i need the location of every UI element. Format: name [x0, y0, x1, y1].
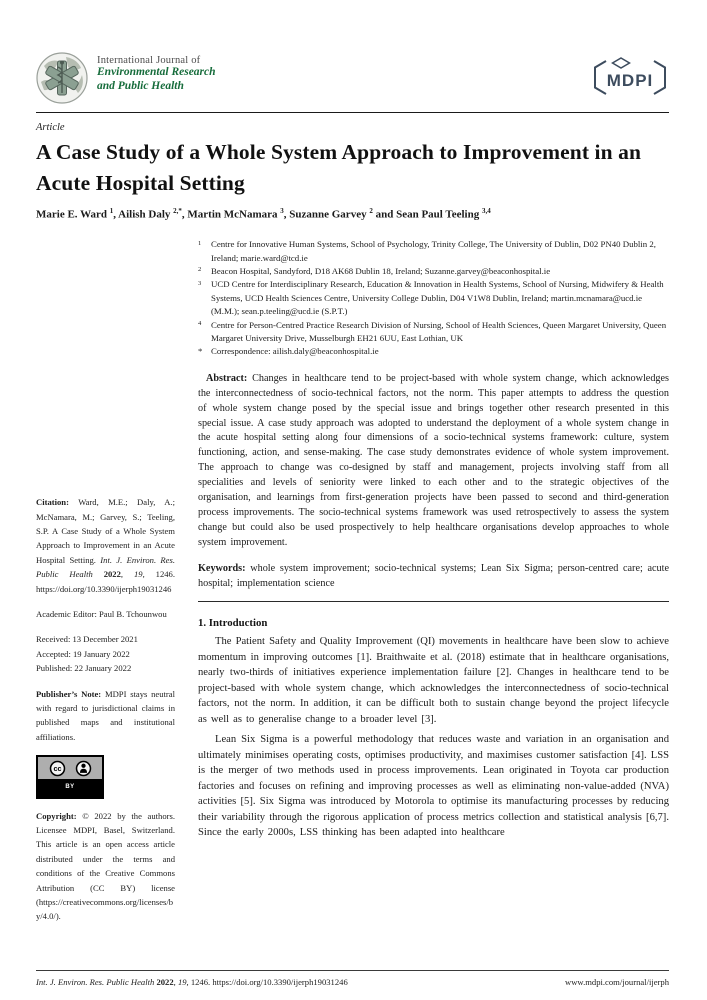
affiliations-list [198, 238, 669, 359]
affiliation-item-correspondence: * Correspondence: ailish.daly@beaconhospital.ie [198, 346, 379, 357]
intro-paragraph-2: Lean Six Sigma is a powerful methodology that reduces waste and variation in an organisation and ultimately minimises operating costs, optimises productivity, and maximises customer satisfaction [4]. LSS is the merger of two methods used in process improvements. Lean originated in Toyota car production factories and focuses on refining and improving processes as well as eliminating non-value-added (NVA) activities [5]. Six Sigma was introduced by Motorola to optimise its manufacturing processes by reducing their variability through the rigorous application of process metrics collection and statistical analysis [6,7]. Since the early 2000s, LSS thinking has been adapted into healthcare [198, 734, 669, 839]
article-body-column [198, 238, 669, 935]
page-title: A Case Study of a Whole System Approach to Improvement in an Acute Hospital Setting [36, 140, 642, 195]
cc-by-label: BY [38, 779, 102, 796]
abstract-paragraph: Abstract: Changes in healthcare tend to be project-based with whole system change, which acknowledges the interconnectedness of socio-technical factors, not the norm. This paper attempts to address the question of whole system change posed by the special issue and brings together other research presented in this special issue. A case study approach was adopted to understand the deployment of a whole system change in the acute hospital setting along four dimensions of a socio-technical systems framework: culture, system functioning, action, and sense-making. The case study demonstrates evidence of whole system improvement. The approach to change was co-designed by staff and management, projects involving staff from all specialities and levels of seniority were linked to each other and to the strategic objectives of the organisation, and learnings from first-generation projects have been passed to second and third-generation process improvements. The socio-technical systems framework was used retrospectively to assess the system change but could also be used prospectively to help healthcare organisations develop approaches to whole system improvement. [198, 372, 669, 548]
journal-globe-medical-icon [36, 52, 88, 104]
svg-text:cc: cc [52, 764, 62, 774]
publishers-note: Publisher’s Note: MDPI stays neutral with regard to jurisdictional claims in published maps and institutional affiliations. [36, 688, 175, 742]
affiliation-item: 1 Centre for Innovative Human Systems, School of Psychology, Trinity College, The University of Dublin, D02 PN40 Dublin 2, Ireland; marie.ward@tcd.ie [198, 239, 656, 263]
journal-name-line2: and Public Health [97, 79, 184, 92]
mdpi-right-bracket [654, 61, 665, 94]
mdpi-wordmark: MDPI [606, 71, 654, 90]
affiliation-item: 4 Centre for Person-Centred Practice Research Division of Nursing, School of Health Sciences, Queen Margaret University, Queen Margaret University Drive, Musselburgh EH21 6UU, East Lothian, UK [198, 319, 667, 343]
journal-kicker: International Journal of [97, 55, 201, 66]
mdpi-left-bracket [595, 61, 606, 94]
keywords-paragraph: Keywords: whole system improvement; socio-technical systems; Lean Six Sigma; person-centred care; acute hospital; implementation science [198, 562, 669, 589]
header-divider [36, 112, 669, 113]
section-heading-introduction: 1. Introduction [198, 617, 268, 630]
cc-by-license-badge[interactable] [36, 755, 104, 798]
article-type-label: Article [36, 122, 65, 133]
intro-paragraph-1: The Patient Safety and Quality Improvement (QI) movements in healthcare have been slow to achieve momentum in improving outcomes [1]. Braithwaite et al. (2018) estimate that in healthcare organisations, nearly two-thirds of initiatives experience implementation failure [2]. Changes in healthcare tend to be project-based with whole system change, which acknowledges the interconnectedness of socio-technical factors, not the norm. In addition, it can be difficult both to sustain change beyond the project lifecycle as well as to generalise change to a broader level [3]. [198, 636, 669, 725]
accepted-date: Accepted: 19 January 2022 [36, 648, 130, 659]
affiliation-item: 2 Beacon Hospital, Sandyford, D18 AK68 Dublin 18, Ireland; Suzanne.garvey@beaconhospital.ie [198, 265, 551, 276]
mdpi-logo [591, 56, 669, 105]
citation-block: Citation: Ward, M.E.; Daly, A.; McNamara, M.; Garvey, S.; Teeling, S.P. A Case Study of a Whole System Approach to Improvement in an Acute Hospital Setting. Int. J. Environ. Res. Public Health 2022, 19, 1246. https://doi.org/10.3390/ijerph19031246 [36, 497, 175, 594]
affiliation-item: 3 UCD Centre for Interdisciplinary Research, Education & Innovation in Health Systems, School of Nursing, Midwifery & Health Systems, UCD Health Sciences Centre, University College Dublin, D04 V1W8 Dublin, Ireland; martin.mcnamara@ucd.ie (M.M.); sean.p.teeling@ucd.ie (S.P.T.) [198, 279, 664, 317]
mdpi-diamond [613, 58, 630, 68]
journal-header [36, 52, 669, 105]
page-footer [36, 970, 669, 987]
received-date: Received: 13 December 2021 [36, 634, 138, 645]
published-date: Published: 22 January 2022 [36, 663, 132, 674]
academic-editor: Academic Editor: Paul B. Tchounwou [36, 608, 167, 619]
copyright-notice: Copyright: © 2022 by the authors. Licensee MDPI, Basel, Switzerland. This article is an open access article distributed under the terms and conditions of the Creative Commons Attribution (CC BY) license (https://creativecommons.org/licenses/by/4.0/). [36, 810, 175, 922]
footer-citation: Int. J. Environ. Res. Public Health 2022, 19, 1246. https://doi.org/10.3390/ijerph19031246 [36, 977, 348, 987]
journal-name-line1: Environmental Research [97, 66, 216, 78]
footer-journal-url[interactable]: www.mdpi.com/journal/ijerph [565, 977, 669, 987]
cc-icon [49, 760, 66, 777]
person-icon [75, 760, 92, 777]
article-meta-sidebar [36, 238, 175, 935]
keywords-divider [198, 601, 669, 602]
authors-line: Marie E. Ward $^1$, Ailish Daly $^{2,*}$, Martin McNamara $^3$, Suzanne Garvey $^2$ and Sean Paul Teeling $^{3,4}$ [36, 207, 491, 222]
